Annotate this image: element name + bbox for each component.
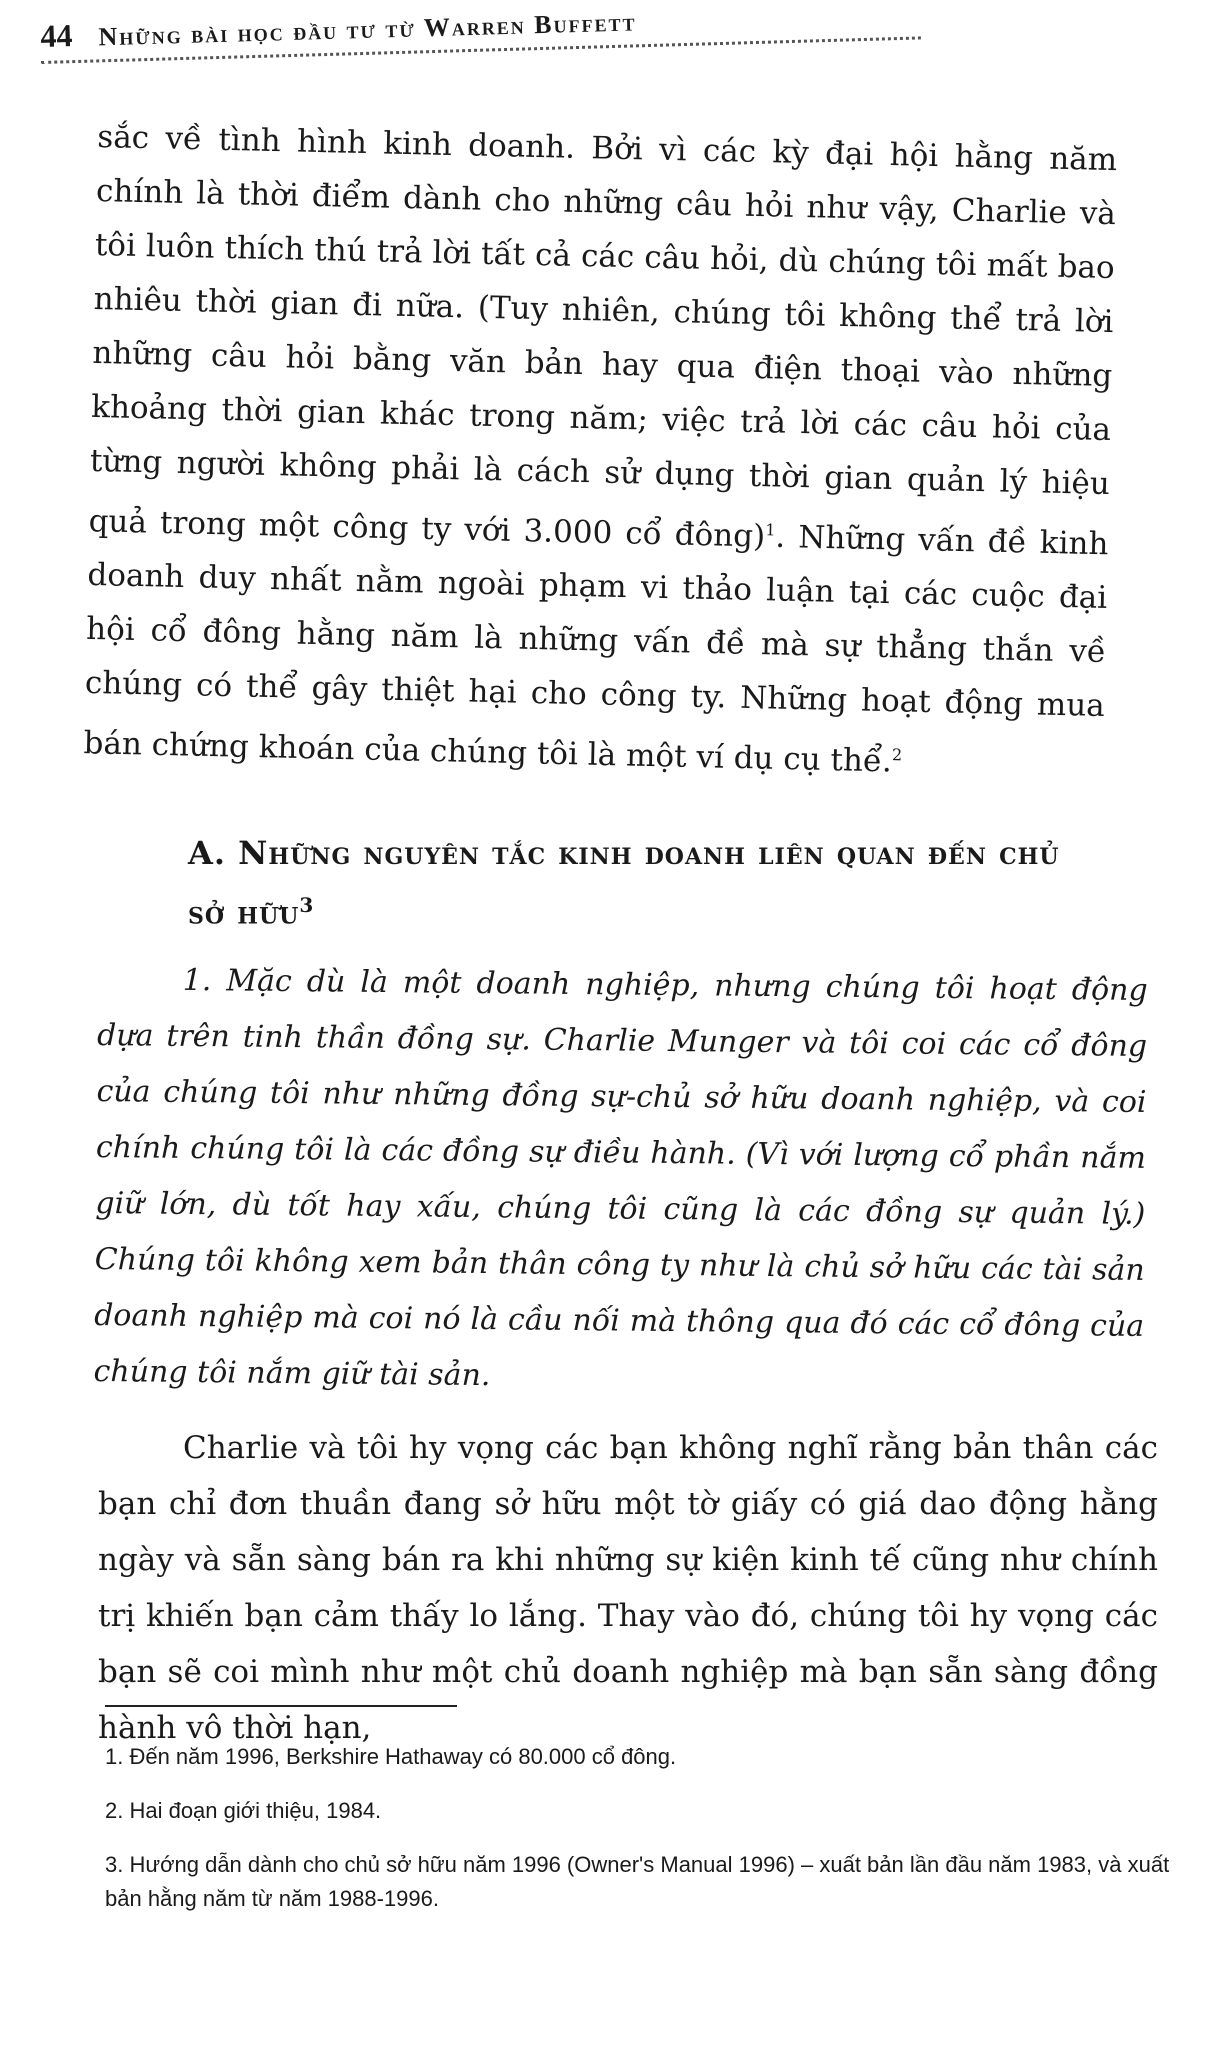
footnote-1: 1. Đến năm 1996, Berkshire Hathaway có 80.000 cổ đông.	[105, 1744, 677, 1769]
intro-text: sắc về tình hình kinh doanh. Bởi vì các kỳ đại hội hằng năm chính là thời điểm dành cho những câu hỏi như vậy, Charlie và tôi luôn thích thú trả lời tất cả các câu hỏi, dù chúng tôi mất bao nhiêu thời gian đi nữa. (Tuy nhiên, chúng tôi không thể trả lời những câu hỏi bằng văn bản hay qua điện thoại vào những khoảng thời gian khác trong năm; việc trả lời các câu hỏi của từng người không phải là cách sử dụng thời gian quản lý hiệu quả trong một công ty với 3.000 cổ đông)	[88, 118, 1118, 555]
footnote-ref-2: 2	[891, 745, 903, 765]
intro-text-after: . Những vấn đề kinh doanh duy nhất nằm ngoài phạm vi thảo luận tại các cuộc đại hội cổ đông hằng năm là những vấn đề mà sự thẳng thắn về chúng có thể gây thiệt hại cho công ty. Những hoạt động mua bán chứng khoán của chúng tôi là một ví dụ cụ thể.	[83, 518, 1109, 780]
body-paragraph: Charlie và tôi hy vọng các bạn không nghĩ rằng bản thân các bạn chỉ đơn thuần đang sở hữu một tờ giấy có giá dao động hằng ngày và sẵn sàng bán ra khi những sự kiện kinh tế cũng như chính trị khiến bạn cảm thấy lo lắng. Thay vào đó, chúng tôi hy vọng các bạn sẽ coi mình như một chủ doanh nghiệp mà bạn sẵn sàng đồng hành vô thời hạn,	[98, 1430, 1158, 1747]
page-body	[83, 110, 1158, 1756]
footnote-ref-1: 1	[765, 520, 776, 540]
running-header	[40, 0, 892, 88]
footnote-2: 2. Hai đoạn giới thiệu, 1984.	[105, 1798, 382, 1823]
footnote-ref-3: 3	[299, 892, 315, 917]
section-heading-text: A. Những nguyên tắc kinh doanh liên quan đến chủ sở hữu	[188, 833, 1060, 932]
intro-paragraph	[83, 110, 1118, 794]
footnote-divider	[105, 1705, 457, 1707]
principle-1-paragraph: 1. Mặc dù là một doanh nghiệp, nhưng chúng tôi hoạt động dựa trên tinh thần đồng sự. Charlie Munger và tôi coi các cổ đông của chúng tôi như những đồng sự-chủ sở hữu doanh nghiệp, và coi chính chúng tôi là các đồng sự điều hành. (Vì với lượng cổ phần nắm giữ lớn, dù tốt hay xấu, chúng tôi cũng là các đồng sự quản lý.) Chúng tôi không xem bản thân công ty như là chủ sở hữu các tài sản doanh nghiệp mà coi nó là cầu nối mà thông qua đó các cổ đông của chúng tôi nắm giữ tài sản.	[93, 963, 1148, 1394]
section-heading	[188, 827, 1068, 939]
book-title: Những bài học đầu tư từ Warren Buffett	[98, 7, 637, 52]
footnote-3: 3. Hướng dẫn dành cho chủ sở hữu năm 1996 (Owner's Manual 1996) – xuất bản lần đầu năm 1983, và xuất bản hằng năm từ năm 1988-1996.	[105, 1852, 1170, 1911]
page-number: 44	[40, 17, 73, 54]
footnotes	[105, 1740, 1175, 1936]
